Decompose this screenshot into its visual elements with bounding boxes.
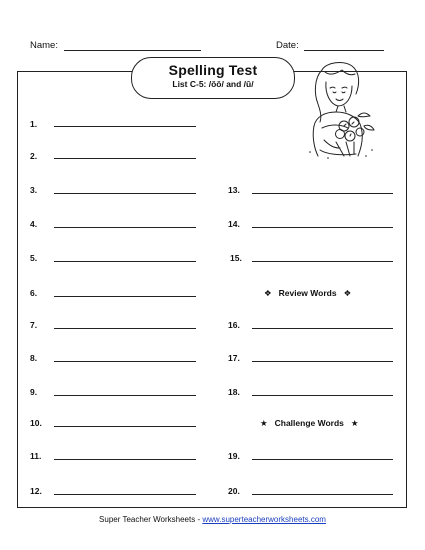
item-number-9: 9. xyxy=(30,387,38,397)
item-number-17: 17. xyxy=(228,353,240,363)
item-number-20: 20. xyxy=(228,486,240,496)
footer-text: Super Teacher Worksheets - xyxy=(99,515,203,524)
review-words-heading xyxy=(257,288,358,299)
answer-line-15[interactable] xyxy=(252,261,393,262)
answer-line-11[interactable] xyxy=(54,459,196,460)
item-number-4: 4. xyxy=(30,219,38,229)
item-number-7: 7. xyxy=(30,320,38,330)
answer-line-16[interactable] xyxy=(252,328,393,329)
item-number-11: 11. xyxy=(30,451,42,461)
answer-line-18[interactable] xyxy=(252,395,393,396)
name-label: Name: xyxy=(30,40,58,51)
footer-link[interactable]: www.superteacherworksheets.com xyxy=(202,515,326,524)
title-box xyxy=(131,57,295,99)
answer-line-12[interactable] xyxy=(54,494,196,495)
item-number-10: 10. xyxy=(30,418,42,428)
item-number-14: 14. xyxy=(228,219,240,229)
answer-line-5[interactable] xyxy=(54,261,196,262)
answer-line-8[interactable] xyxy=(54,361,196,362)
answer-line-3[interactable] xyxy=(54,193,196,194)
item-number-12: 12. xyxy=(30,486,42,496)
answer-line-6[interactable] xyxy=(54,296,196,297)
item-number-2: 2. xyxy=(30,151,38,161)
list-subtitle: List C-5: /ŏŏ/ and /ū/ xyxy=(172,79,254,89)
item-number-19: 19. xyxy=(228,451,240,461)
answer-line-9[interactable] xyxy=(54,395,196,396)
answer-line-13[interactable] xyxy=(252,193,393,194)
girl-with-flowers-icon xyxy=(300,60,382,160)
star-icon: ★ xyxy=(350,418,359,428)
answer-line-17[interactable] xyxy=(252,361,393,362)
page-title: Spelling Test xyxy=(168,62,258,78)
answer-line-20[interactable] xyxy=(252,494,393,495)
date-label: Date: xyxy=(276,40,299,51)
answer-line-19[interactable] xyxy=(252,459,393,460)
diamond-icon: ❖ xyxy=(343,288,352,298)
item-number-8: 8. xyxy=(30,353,38,363)
answer-line-10[interactable] xyxy=(54,426,196,427)
item-number-5: 5. xyxy=(30,253,38,263)
answer-line-7[interactable] xyxy=(54,328,196,329)
answer-line-1[interactable] xyxy=(54,126,196,127)
answer-line-2[interactable] xyxy=(54,158,196,159)
date-field[interactable] xyxy=(304,50,384,51)
item-number-18: 18. xyxy=(228,387,240,397)
review-words-label: Review Words xyxy=(278,288,337,298)
star-icon: ★ xyxy=(260,418,268,428)
name-field[interactable] xyxy=(64,50,201,51)
footer xyxy=(0,515,425,524)
challenge-words-heading xyxy=(253,418,366,429)
challenge-words-label: Challenge Words xyxy=(274,418,344,428)
item-number-16: 16. xyxy=(228,320,240,330)
item-number-13: 13. xyxy=(228,185,240,195)
item-number-1: 1. xyxy=(30,119,38,129)
item-number-15: 15. xyxy=(230,253,242,263)
diamond-icon: ❖ xyxy=(264,288,272,298)
item-number-6: 6. xyxy=(30,288,38,298)
item-number-3: 3. xyxy=(30,185,38,195)
answer-line-14[interactable] xyxy=(252,227,393,228)
answer-line-4[interactable] xyxy=(54,227,196,228)
